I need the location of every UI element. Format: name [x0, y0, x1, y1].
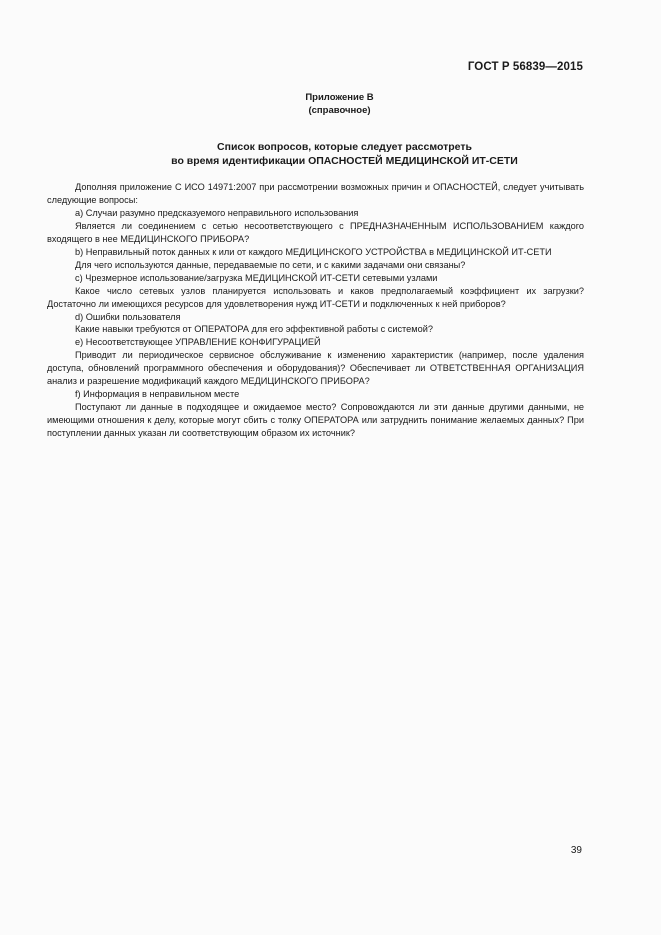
- section-title-line-2: во время идентификации ОПАСНОСТЕЙ МЕДИЦИНСКОЙ ИТ-СЕТИ: [171, 154, 518, 167]
- item-d-question: Какие навыки требуются от ОПЕРАТОРА для его эффективной работы с системой?: [75, 324, 433, 335]
- section-title: [0, 141, 661, 168]
- appendix-subtitle: (справочное): [308, 105, 371, 116]
- item-f-heading: f) Информация в неправильном месте: [75, 389, 240, 400]
- item-b-question: Для чего используются данные, передаваемые по сети, и с какими задачами они связаны?: [75, 259, 466, 270]
- document-code: ГОСТ Р 56839—2015: [467, 61, 583, 73]
- item-d-heading: d) Ошибки пользователя: [75, 311, 181, 322]
- item-c-question: Какое число сетевых узлов планируется использовать и каков предполагаемый коэффициент их загрузки? Достаточно ли имеющихся ресурсов для удовлетворения нужд ИТ-СЕТИ и подключенных к ней приборов?: [47, 285, 584, 309]
- page-number: 39: [570, 845, 582, 856]
- document-body: [47, 181, 584, 440]
- item-c-heading: c) Чрезмерное использование/загрузка МЕДИЦИНСКОЙ ИТ-СЕТИ сетевыми узлами: [75, 272, 438, 283]
- item-e-question: Приводит ли периодическое сервисное обслуживание к изменению характеристик (например, после удаления доступа, обновлений программного обеспечения и оборудования)? Обеспечивает ли ОТВЕТСТВЕННАЯ ОРГАНИЗАЦИЯ анализ и разрешение модификаций каждого МЕДИЦИНСКОГО ПРИБОРА?: [47, 350, 584, 387]
- item-f-question: Поступают ли данные в подходящее и ожидаемое место? Сопровождаются ли эти данные другими данными, не имеющими отношения к делу, которые могут сбить с толку ОПЕРАТОРА или затруднить понимание желаемых данных? При поступлении данных указан ли соответствующим образом их источник?: [47, 402, 584, 439]
- item-a-question: Является ли соединением с сетью несоответствующего с ПРЕДНАЗНАЧЕННЫМ ИСПОЛЬЗОВАНИЕМ каждого входящего в нее МЕДИЦИНСКОГО ПРИБОРА?: [47, 220, 584, 244]
- item-a-heading: a) Случаи разумно предсказуемого неправильного использования: [75, 207, 359, 218]
- appendix-heading: [0, 91, 661, 117]
- item-b-heading: b) Неправильный поток данных к или от каждого МЕДИЦИНСКОГО УСТРОЙСТВА в МЕДИЦИНСКОЙ ИТ-СЕТИ: [75, 246, 552, 257]
- item-e-heading: e) Несоответствующее УПРАВЛЕНИЕ КОНФИГУРАЦИЕЙ: [75, 337, 321, 348]
- appendix-title: Приложение В: [305, 92, 374, 103]
- intro-paragraph: Дополняя приложение С ИСО 14971:2007 при рассмотрении возможных причин и ОПАСНОСТЕЙ, следует учитывать следующие вопросы:: [47, 182, 584, 205]
- section-title-line-1: Список вопросов, которые следует рассмотреть: [217, 141, 472, 153]
